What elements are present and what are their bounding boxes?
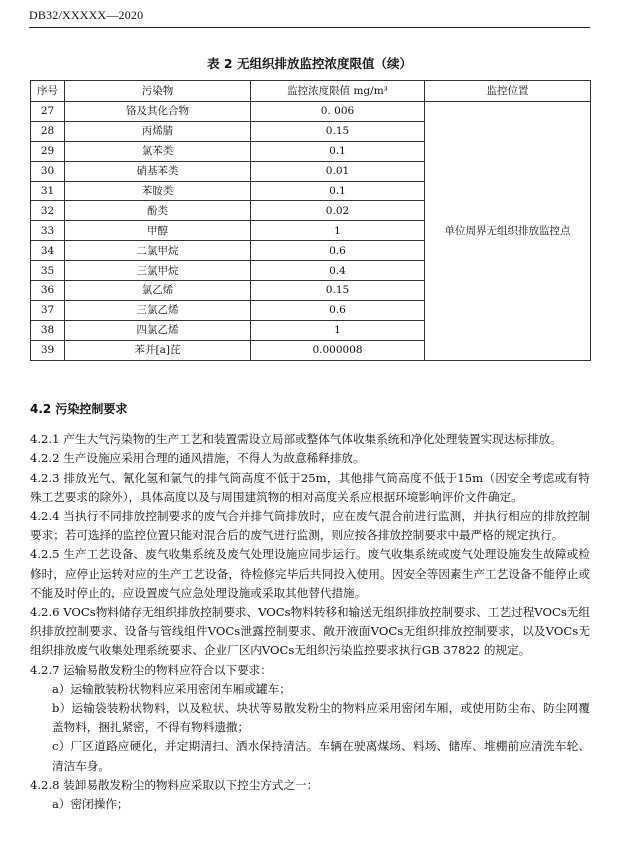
cell-no: 36 [31, 281, 65, 301]
emission-limits-table [30, 80, 591, 361]
cell-limit: 0.02 [251, 201, 425, 221]
cell-no: 29 [31, 141, 65, 161]
cell-no: 33 [31, 221, 65, 241]
clause-4-2-8: 4.2.8 装卸易散发粉尘的物料应采取以下控尘方式之一： [30, 777, 319, 792]
table-header-row [31, 81, 591, 102]
cell-pollutant: 氯苯类 [65, 141, 251, 161]
clause-4-2-8-a: a）密闭操作； [52, 797, 129, 812]
cell-limit: 0.15 [251, 281, 425, 301]
cell-pollutant: 三氯乙烯 [65, 300, 251, 320]
clause-4-2-7-b: b）运输袋装粉状物料，以及粒状、块状等易散发粉尘的物料应采用密闭车厢，或使用防尘布、防尘网覆盖物料，捆扎紧密，不得有物料遗撒； [52, 701, 590, 735]
cell-limit: 0.000008 [251, 340, 425, 360]
clause-4-2-4: 4.2.4 当执行不同排放控制要求的废气合并排气筒排放时，应在废气混合前进行监测，并执行相应的排放控制要求；若可选择的监控位置只能对混合后的废气进行监测，则应按各排放控制要求中最严格的规定执行。 [30, 509, 590, 543]
clause-4-2-7-a: a）运输散装粉状物料应采用密闭车厢或罐车； [52, 681, 291, 696]
cell-pollutant: 铬及其化合物 [65, 102, 251, 122]
cell-pollutant: 二氯甲烷 [65, 241, 251, 261]
cell-limit: 0.6 [251, 300, 425, 320]
clause-4-2-7-c: c）厂区道路应硬化，并定期清扫、洒水保持清洁。车辆在驶离煤场、料场、储库、堆棚前应清洗车轮、清洁车身。 [52, 739, 590, 773]
clause-4-2-6: 4.2.6 VOCs物料储存无组织排放控制要求、VOCs物料转移和输送无组织排放控制要求、工艺过程VOCs无组织排放控制要求、设备与管线组件VOCs泄露控制要求、敞开液面VOCs无组织排放控制要求，以及VOCs无组织排放废气收集处理系统要求、企业厂区内VOCs无组织污染监控要求执行GB 37822 的规定。 [30, 605, 590, 658]
cell-pollutant: 硝基苯类 [65, 161, 251, 181]
pollution-control-section [30, 400, 590, 814]
cell-no: 28 [31, 121, 65, 141]
cell-pollutant: 氯乙烯 [65, 281, 251, 301]
document-code: DB32/XXXXX—2020 [29, 8, 144, 22]
column-header-no: 序号 [31, 81, 65, 102]
clause-4-2-5: 4.2.5 生产工艺设备、废气收集系统及废气处理设施应同步运行。废气收集系统或废气处理设施发生故障或检修时，应停止运转对应的生产工艺设备，待检修完毕后共同投入使用。因安全等因素生产工艺设备不能停止或不能及时停止的，应设置废气应急处理设施或采取其他替代措施。 [30, 547, 590, 600]
cell-limit: 0.4 [251, 261, 425, 281]
cell-monitoring-location: 单位周界无组织排放监控点 [425, 102, 591, 361]
cell-pollutant: 甲醇 [65, 221, 251, 241]
cell-no: 30 [31, 161, 65, 181]
clause-4-2-2: 4.2.2 生产设施应采用合理的通风措施，不得人为故意稀释排放。 [30, 451, 365, 466]
cell-limit: 0.6 [251, 241, 425, 261]
clause-4-2-3: 4.2.3 排放光气、氰化氢和氯气的排气筒高度不低于25m，其他排气筒高度不低于15m（因安全考虑或有特殊工艺要求的除外），具体高度以及与周围建筑物的相对高度关系应根据环境影响评价文件确定。 [30, 470, 590, 504]
cell-pollutant: 四氯乙烯 [65, 320, 251, 340]
column-header-location: 监控位置 [425, 81, 591, 102]
cell-limit: 0.1 [251, 181, 425, 201]
cell-no: 32 [31, 201, 65, 221]
cell-no: 39 [31, 340, 65, 360]
cell-no: 27 [31, 102, 65, 122]
cell-pollutant: 三氯甲烷 [65, 261, 251, 281]
cell-limit: 0.01 [251, 161, 425, 181]
table-title: 表 2 无组织排放监控浓度限值（续） [207, 56, 412, 71]
cell-limit: 1 [251, 320, 425, 340]
clause-4-2-1: 4.2.1 产生大气污染物的生产工艺和装置需设立局部或整体气体收集系统和净化处理装置实现达标排放。 [30, 432, 562, 447]
cell-pollutant: 苯胺类 [65, 181, 251, 201]
cell-no: 35 [31, 261, 65, 281]
section-heading: 4.2 污染控制要求 [30, 402, 128, 416]
cell-limit: 1 [251, 221, 425, 241]
cell-limit: 0. 006 [251, 102, 425, 122]
cell-no: 38 [31, 320, 65, 340]
cell-limit: 0.15 [251, 121, 425, 141]
column-header-pollutant: 污染物 [65, 81, 251, 102]
cell-no: 37 [31, 300, 65, 320]
header-divider [29, 27, 590, 28]
table-row [31, 102, 591, 122]
clause-4-2-7: 4.2.7 运输易散发粉尘的物料应符合以下要求： [30, 662, 272, 677]
cell-pollutant: 苯并[a]芘 [65, 340, 251, 360]
column-header-limit: 监控浓度限值 mg/m³ [251, 81, 425, 102]
cell-pollutant: 酚类 [65, 201, 251, 221]
cell-limit: 0.1 [251, 141, 425, 161]
cell-no: 31 [31, 181, 65, 201]
cell-no: 34 [31, 241, 65, 261]
cell-pollutant: 丙烯腈 [65, 121, 251, 141]
